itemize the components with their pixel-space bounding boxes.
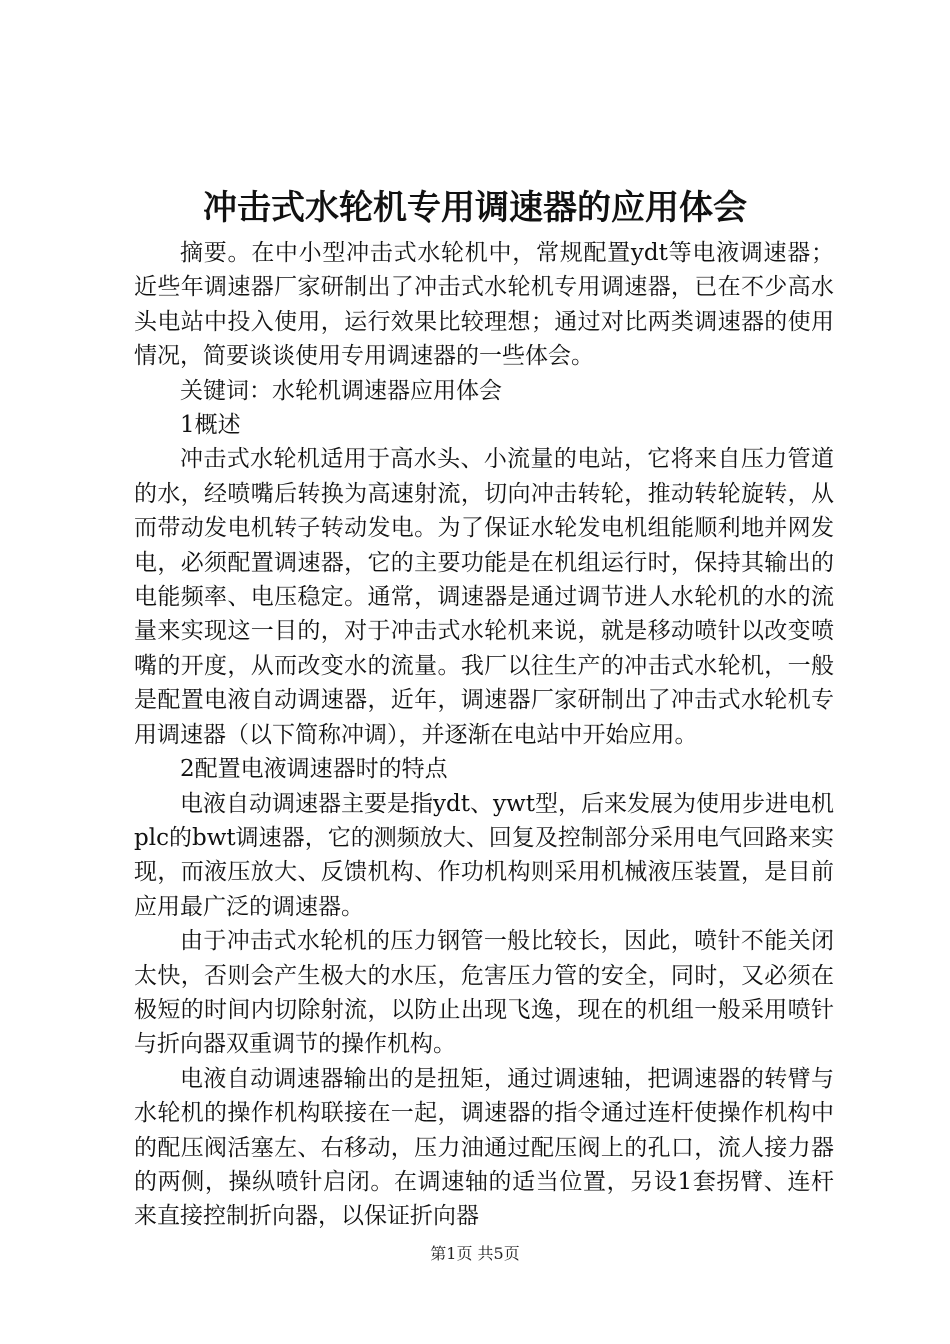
- document-title: 冲击式水轮机专用调速器的应用体会: [203, 188, 747, 228]
- overview-paragraph: 冲击式水轮机适用于高水头、小流量的电站，它将来自压力管道的水，经喷嘴后转换为高速射流，切向冲击转轮，推动转轮旋转，从而带动发电机转子转动发电。为了保证水轮发电机组能顺利地并网发电，必须配置调速器，它的主要功能是在机组运行时，保持其输出的电能频率、电压稳定。通常，调速器是通过调节进人水轮机的水的流量来实现这一目的，对于冲击式水轮机来说，就是移动喷针以改变喷嘴的开度，从而改变水的流量。我厂以往生产的冲击式水轮机，一般是配置电液自动调速器，近年，调速器厂家研制出了冲击式水轮机专用调速器（以下简称冲调），并逐渐在电站中开始应用。: [134, 446, 834, 748]
- body-paragraph: 电液自动调速器输出的是扭矩，通过调速轴，把调速器的转臂与水轮机的操作机构联接在一起，调速器的指令通过连杆使操作机构中的配压阀活塞左、右移动，压力油通过配压阀上的孔口，流人接力器的两侧，操纵喷针启闭。在调速轴的适当位置，另设1套拐臂、连杆来直接控制折向器，以保证折向器: [134, 1065, 834, 1230]
- abstract-paragraph: 摘要。在中小型冲击式水轮机中，常规配置ydt等电液调速器；近些年调速器厂家研制出了冲击式水轮机专用调速器，已在不少高水头电站中投入使用，运行效果比较理想；通过对比两类调速器的使用情况，简要谈谈使用专用调速器的一些体会。: [134, 240, 834, 370]
- document-body: [134, 236, 834, 1234]
- body-paragraph: 由于冲击式水轮机的压力钢管一般比较长，因此，喷针不能关闭太快，否则会产生极大的水压，危害压力管的安全，同时，又必须在极短的时间内切除射流，以防止出现飞逸，现在的机组一般采用喷针与折向器双重调节的操作机构。: [134, 928, 834, 1058]
- keywords-line: 关键词：水轮机调速器应用体会: [180, 377, 502, 404]
- section-heading-overview: 1概述: [180, 412, 241, 439]
- page-number-footer: 第1页 共5页: [430, 1244, 520, 1263]
- body-paragraph: 电液自动调速器主要是指ydt、ywt型，后来发展为使用步进电机plc的bwt调速器，它的测频放大、回复及控制部分采用电气回路来实现，而液压放大、反馈机构、作功机构则采用机械液压装置，是目前应用最广泛的调速器。: [134, 790, 834, 920]
- section-heading-features: 2配置电液调速器时的特点: [180, 756, 448, 783]
